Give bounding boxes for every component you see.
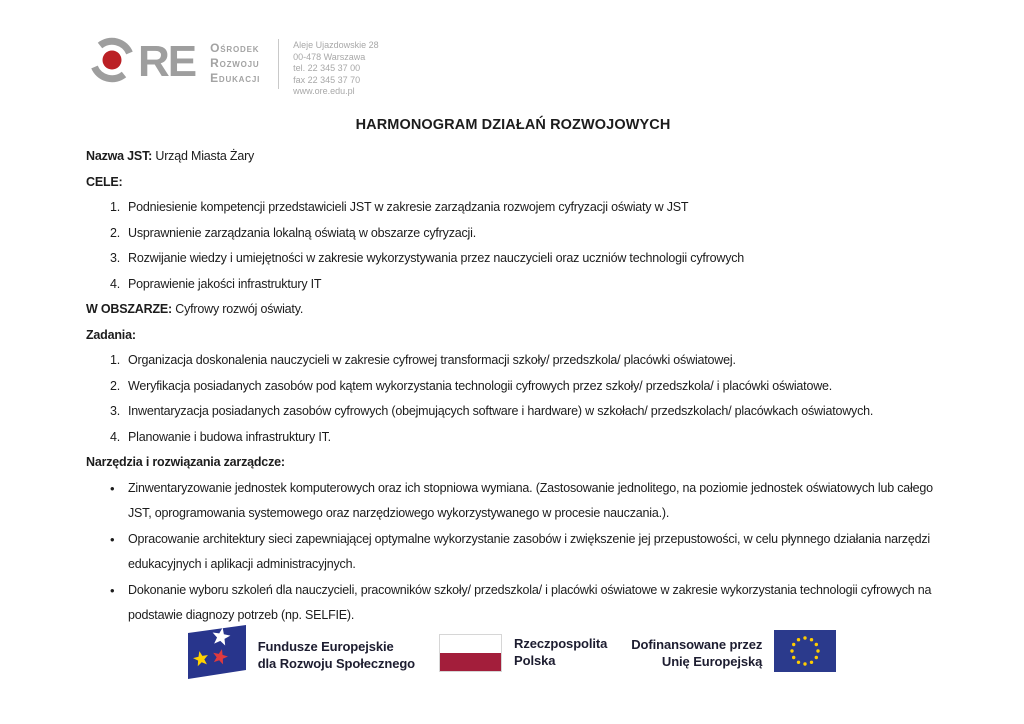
cele-heading: CELE:	[86, 174, 123, 189]
poland-logo-group	[439, 634, 607, 672]
jst-line	[86, 144, 940, 170]
eu-funding-group	[631, 630, 836, 677]
zadania-heading: Zadania:	[86, 327, 136, 342]
ore-acronym: RE	[138, 37, 196, 86]
list-item: 3. Rozwijanie wiedzy i umiejętności w zakresie wykorzystywania przez nauczycieli oraz uczniów technologii cyfrowych	[110, 251, 745, 265]
list-item: 2. Usprawnienie zarządzania lokalną oświatą w obszarze cyfryzacji.	[110, 225, 476, 240]
list-item: 1. Podniesienie kompetencji przedstawicieli JST w zakresie zarządzania rozwojem cyfryzacji oświaty w JST	[110, 200, 689, 214]
narzedzia-heading: Narzędzia i rozwiązania zarządcze:	[86, 455, 285, 469]
ore-o-icon	[88, 36, 136, 89]
eu-flag-icon	[774, 630, 836, 677]
list-item: 3. Inwentaryzacja posiadanych zasobów cyfrowych (obejmujących software i hardware) w szkołach/ przedszkolach/ placówkach oświatowych.	[110, 404, 874, 418]
list-item: • Zinwentaryzowanie jednostek komputerowych oraz ich stopniowa wymiana. (Zastosowanie jednolitego, na poziomie jednostek oświatowych lub całego JST, oprogramowania systemowego oraz narzędziowego wykorzystywanego w procesie nauczania.).	[128, 476, 940, 527]
narzedzia-list	[86, 476, 940, 629]
footer-logos	[0, 624, 1024, 687]
org-name: Ośrodek Rozwoju Edukacji	[210, 41, 261, 85]
header-divider	[278, 39, 279, 89]
list-item: 2. Weryfikacja posiadanych zasobów pod kątem wykorzystania technologii cyfrowych przez szkoły/ przedszkola/ i placówki oświatowe.	[110, 378, 833, 393]
obszar-label: W OBSZARZE:	[86, 302, 172, 316]
list-item: • Dokonanie wyboru szkoleń dla nauczycieli, pracowników szkoły/ przedszkola/ i placówki oświatowe w zakresie wykorzystania technologii cyfrowych na podstawie diagnozy potrzeb (np. SELFIE).	[128, 578, 940, 629]
list-item: • Opracowanie architektury sieci zapewniającej optymalne wykorzystanie zasobów i zwiększenie jej przepustowości, w celu płynnego działania narzędzi edukacyjnych i aplikacji administracyjnych.	[128, 527, 940, 578]
jst-label: Nazwa JST:	[86, 149, 153, 163]
address-block: Aleje Ujazdowskie 28 00-478 Warszawa tel. 22 345 37 00 fax 22 345 37 70 www.ore.edu.pl	[293, 40, 379, 96]
eu-funding-label: Dofinansowane przez Unię Europejską	[631, 637, 763, 669]
eu-funds-label: Fundusze Europejskie dla Rozwoju Społecznego	[257, 639, 416, 671]
eu-funds-flag-icon	[188, 624, 246, 687]
eu-funds-logo-group	[188, 624, 415, 687]
poland-flag-icon	[439, 634, 502, 672]
page-title: HARMONOGRAM DZIAŁAŃ ROZWOJOWYCH	[355, 117, 671, 133]
obszar-value: Cyfrowy rozwój oświaty.	[175, 302, 304, 316]
obszar-line	[86, 297, 940, 323]
document-body	[86, 116, 940, 629]
jst-value: Urząd Miasta Żary	[155, 149, 255, 163]
poland-label: Rzeczpospolita Polska	[514, 636, 608, 668]
zadania-list	[86, 348, 940, 450]
header	[88, 37, 379, 98]
list-item: 4. Poprawienie jakości infrastruktury IT	[110, 276, 322, 291]
list-item: 1. Organizacja doskonalenia nauczycieli w zakresie cyfrowej transformacji szkoły/ przedszkola/ placówki oświatowej.	[110, 353, 736, 367]
cele-list	[86, 195, 940, 297]
ore-logo	[88, 37, 195, 87]
list-item: 4. Planowanie i budowa infrastruktury IT.	[110, 429, 331, 444]
